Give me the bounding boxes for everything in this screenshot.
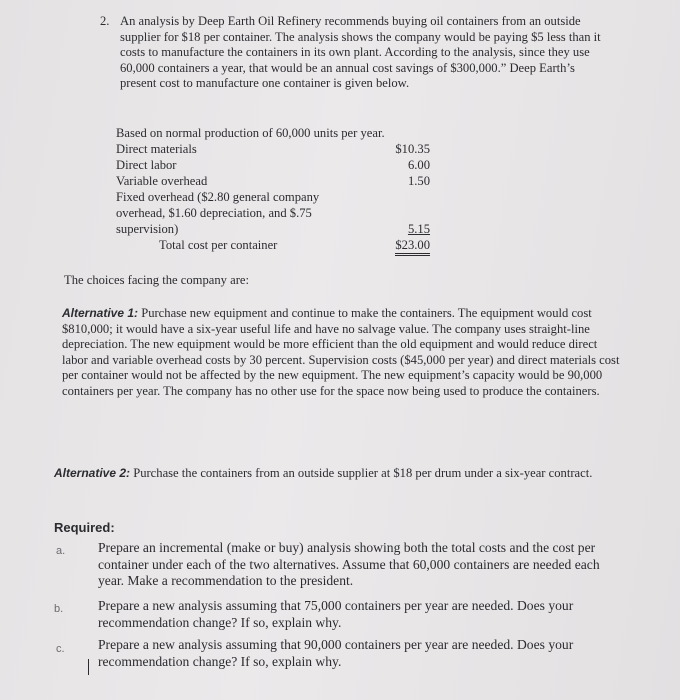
cost-table-heading: Based on normal production of 60,000 units per year. xyxy=(116,126,385,140)
cost-row-label: Variable overhead xyxy=(116,174,208,188)
cost-row xyxy=(116,173,446,189)
cost-total-label: Total cost per container xyxy=(159,238,278,252)
required-heading: Required: xyxy=(54,520,115,535)
cost-row xyxy=(116,189,446,205)
required-item-letter: c. xyxy=(56,643,65,655)
alternative-1-label: Alternative 1: xyxy=(62,306,139,320)
required-item-text: Prepare a new analysis assuming that 75,000 containers per year are needed. Does your recommendation change? If so, explain why. xyxy=(98,598,574,630)
required-item-b xyxy=(0,598,680,634)
required-item-text: Prepare a new analysis assuming that 90,000 containers per year are needed. Does your recommendation change? If so, explain why. xyxy=(98,637,574,669)
cost-total-value: $23.00 xyxy=(395,237,430,256)
cost-row-label: Direct labor xyxy=(116,158,177,172)
cost-row-value: $10.35 xyxy=(395,142,430,156)
cost-table xyxy=(116,125,446,253)
cost-row-label: Direct materials xyxy=(116,142,197,156)
question-number: 2. xyxy=(100,14,110,28)
cost-row xyxy=(116,221,446,237)
choices-intro: The choices facing the company are: xyxy=(64,273,249,287)
cost-row xyxy=(116,141,446,157)
text-cursor xyxy=(88,659,89,675)
alternative-1 xyxy=(62,306,622,400)
alternative-2-text: Purchase the containers from an outside supplier at $18 per drum under a six-year contract. xyxy=(133,466,593,480)
cost-row-label: overhead, $1.60 depreciation, and $.75 xyxy=(116,206,312,220)
cost-total-row xyxy=(116,237,446,253)
cost-row xyxy=(116,205,446,221)
cost-row-value: 5.15 xyxy=(407,222,430,236)
cost-row xyxy=(116,157,446,173)
question-text: An analysis by Deep Earth Oil Refinery recommends buying oil containers from an outside supplier for $18 per container. The analysis shows the company would be paying $5 less than it costs to manufacture the containers in its own plant. According to the analysis, since they use 60,000 containers a year, that would be an annual cost savings of $300,000.” Deep Earth’s present cost to manufacture one container is given below. xyxy=(120,14,601,91)
cost-row-label: supervision) xyxy=(116,222,179,236)
cost-row-value: 1.50 xyxy=(407,174,430,188)
alternative-2-label: Alternative 2: xyxy=(54,466,131,480)
required-item-letter: a. xyxy=(56,545,66,557)
alternative-2 xyxy=(54,466,624,482)
required-item-letter: b. xyxy=(54,603,64,615)
required-item-text: Prepare an incremental (make or buy) analysis showing both the total costs and the cost per container under each of the two alternatives. Assume that 60,000 containers are needed each year. Make a recommendation to the president. xyxy=(98,540,600,588)
alternative-1-text: Purchase new equipment and continue to make the containers. The equipment would cost $810,000; it would have a six-year useful life and have no salvage value. The company uses straight-line depreciation. The new equipment would be more efficient than the old equipment and would reduce direct labor and variable overhead costs by 30 percent. Supervision costs ($45,000 per year) and direct materials cost per container would not be affected by the new equipment. The new equipment’s capacity would be 90,000 containers per year. The company has no other use for the space now being used to produce the containers. xyxy=(62,306,620,398)
required-item-c xyxy=(0,637,680,677)
required-item-a xyxy=(0,540,680,600)
cost-row-value: 6.00 xyxy=(407,158,430,172)
cost-row-label: Fixed overhead ($2.80 general company xyxy=(116,190,320,204)
